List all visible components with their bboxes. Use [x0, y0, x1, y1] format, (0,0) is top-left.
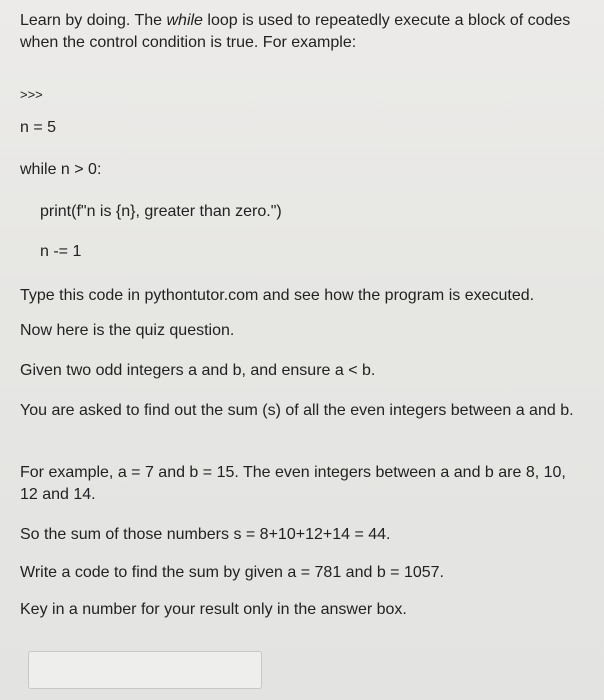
paragraph-pythontutor: Type this code in pythontutor.com and see how the program is executed. — [20, 287, 535, 304]
answer-input[interactable] — [28, 651, 262, 689]
intro-text — [20, 10, 585, 54]
paragraph-key-in: Key in a number for your result only in the answer box. — [20, 601, 407, 618]
paragraph-example: For example, a = 7 and b = 15. The even integers between a and b are 8, 10, 12 and 14. — [20, 464, 566, 503]
code-line-1: n = 5 — [20, 119, 57, 136]
intro-lead: Learn by doing. The — [20, 12, 167, 29]
intro-rest: loop is used to repeatedly execute a block of codes when the control condition is true. For example: — [20, 12, 571, 51]
paragraph-sum: So the sum of those numbers s = 8+10+12+14 = 44. — [20, 526, 391, 543]
paragraph-given: Given two odd integers a and b, and ensure a < b. — [20, 362, 376, 379]
paragraph-task: You are asked to find out the sum (s) of all the even integers between a and b. — [20, 402, 574, 419]
code-line-3: print(f"n is {n}, greater than zero.") — [40, 203, 282, 220]
intro-keyword: while — [166, 12, 203, 29]
code-line-2: while n > 0: — [20, 161, 102, 178]
code-prompt: >>> — [20, 87, 43, 102]
code-line-4: n -= 1 — [40, 243, 82, 260]
paragraph-quiz-intro: Now here is the quiz question. — [20, 322, 235, 339]
paragraph-write-code: Write a code to find the sum by given a = 781 and b = 1057. — [20, 564, 444, 581]
